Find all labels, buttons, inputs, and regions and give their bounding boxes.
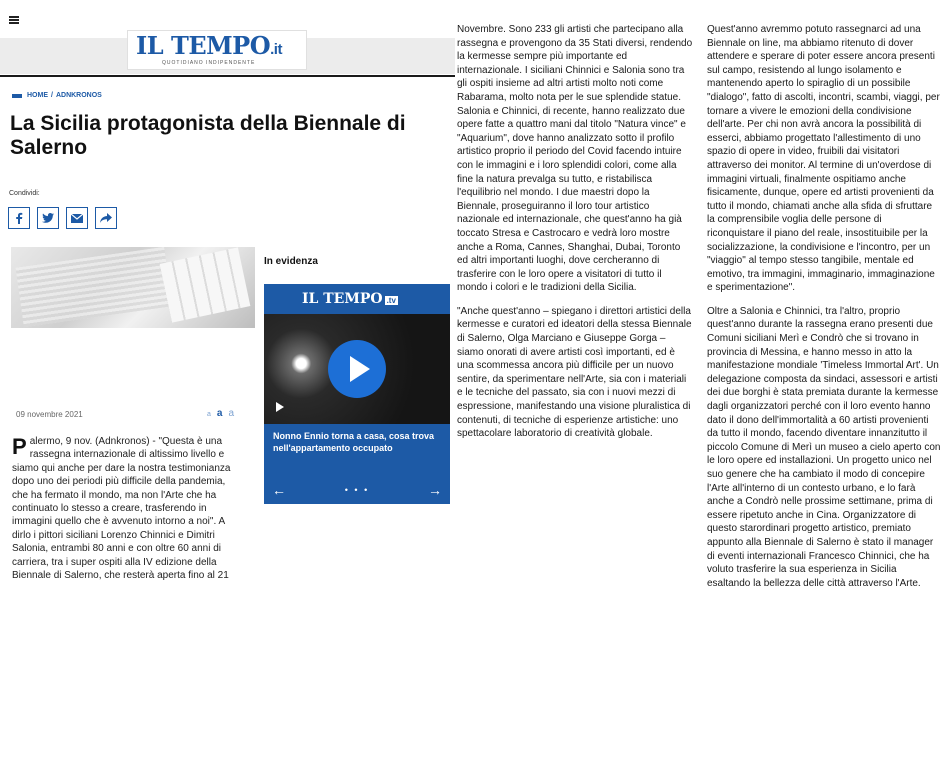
dropcap: P: [12, 434, 27, 459]
evidenza-logo-text: IL TEMPO: [302, 291, 383, 307]
text-size-small[interactable]: a: [207, 411, 211, 418]
breadcrumb-home[interactable]: HOME: [27, 92, 48, 99]
article-date: 09 novembre 2021: [16, 410, 83, 419]
logo-tagline: QUOTIDIANO INDIPENDENTE: [162, 60, 256, 66]
text-size-medium[interactable]: a: [216, 408, 223, 419]
small-play-icon[interactable]: [276, 402, 284, 412]
text-size-controls: [207, 408, 234, 419]
in-evidenza-card[interactable]: [264, 284, 450, 504]
logo-main: IL TEMPO: [136, 31, 271, 60]
logo-suffix: .it: [270, 41, 282, 58]
article-page: [0, 0, 455, 773]
hamburger-icon[interactable]: [9, 16, 19, 24]
breadcrumb: [12, 92, 102, 99]
lead-text: alermo, 9 nov. (Adnkronos) - "Questa è una rassegna internazionale di altissimo livello e siamo qui anche per dare la nostra testimonianza dopo uno dei periodi più difficile della pandemia, che ha fermato il mondo, ma non l'Arte che ha continuato lo stesso a creare, trasferendo in immagini quello che è avvenuto intorno a noi". A dirlo i pittori siciliani Lorenzo Chinnici e Dimitri Salonia, entrambi 80 anni e con oltre 60 anni di carriera, tra i super ospiti alla IV edizione della Biennale di Salerno, che resterà aperta fino al 21: [12, 436, 231, 582]
header-divider: [0, 75, 455, 77]
iltempo-tv-logo: [302, 291, 398, 307]
facebook-icon[interactable]: [8, 207, 30, 229]
arrow-left-icon[interactable]: ←: [272, 482, 286, 498]
arrow-right-icon[interactable]: →: [428, 482, 442, 498]
mail-icon[interactable]: [66, 207, 88, 229]
article-column-right: [707, 23, 941, 600]
paragraph: Oltre a Salonia e Chinnici, tra l'altro, proprio quest'anno durante la rassegna erano presenti due Comuni siciliani Merì e Condrò che si trovano in provincia di Messina, e hanno messo in atto la manifestazione mondiale 'Timeless Immortal Art'. Un delegazione composta da sindaci, assessori e artisti dei due borghi è stata premiata durante la kermesse dagli organizzatori perché con il loro evento hanno dato il dono dell'immortalità a 60 artisti provenienti da tutto il mondo, facendo diventare innanzitutto il piccolo Comune di Merì un museo a cielo aperto con le loro opere ed installazioni. Un progetto unico nel suo genere che ha cambiato il modo di concepire l'Arte all'interno di un contesto urbano, e lo farà anche a Condrò nelle prossime settimane, prima di essere ripetuto anche in Cina. Organizzatore di questo starordinari progetto artistico, premiato appunto alla Biennale di Salerno è stato il manager di eventi internazionali Francesco Chinnici, che ha voluto trasferire la sua esperienza in Sicilia esaltando la bellezza delle città attraverso l'Arte.: [707, 305, 941, 589]
share-label: Condividi:: [9, 190, 40, 197]
article-column-middle: [457, 23, 693, 451]
evidenza-carousel-nav: [264, 480, 450, 500]
breadcrumb-section[interactable]: ADNKRONOS: [55, 92, 102, 99]
newspaper-illustration: [16, 247, 173, 327]
logo-text: [136, 31, 282, 60]
breadcrumb-mark: [12, 94, 22, 98]
breadcrumb-separator: /: [51, 92, 53, 99]
paragraph: Novembre. Sono 233 gli artisti che partecipano alla rassegna e provengono da 35 Stati diversi, rendendo la kermesse sempre più importante ed internazionale. I siciliani Chinnici e Salonia sono tra gli ospiti insieme ad altri artisti molto noti come Rabarama, molto nota per le sue splendide statue. Salonia e Chinnici, di recente, hanno realizzato due opere fatte a quattro mani dal titolo "Natura vince" e "Aquarium", dove hanno analizzato sotto il profilo artistico proprio il periodo del Covid facendo intuire con le immagini e i loro splendidi colori, come alla fine la natura prevalga su tutto, e ristabilisca l'equilibrio nel mondo. I due maestri dopo la Biennale, proseguiranno il loro tour artistico nazionale ed internazionale, che quest'anno ha già toccato Stresa e Castrocaro e vedrà loro mostre anche a Roma, Cannes, Shanghai, Dubai, Toronto ed altri importanti luoghi, dove cercheranno di trasferire con le loro opere a visitatori di tutto il mondo i colori e le tradizioni della Sicilia.: [457, 24, 693, 294]
paragraph: "Anche quest'anno – spiegano i direttori artistici della kermesse e curatori ed ideatori della stessa Biennale di Salerno, Olga Marciano e Giuseppe Gorga – siamo onorati di avere artisti così importanti, ed è una scommessa ancora più difficile per un nuovo sentire, da sperimentare nell'Arte, sia con i materiali e le tecniche del passato, sia con i nuovi mezzi di espressione, manifestando una visione pluralistica di contenuti, di tecniche di esperienze artistiche: uno spettacolare laboratorio di creatività globale.: [457, 305, 692, 440]
evidenza-logo-suffix: .tv: [386, 296, 396, 305]
evidenza-header: [264, 284, 450, 314]
twitter-icon[interactable]: [37, 207, 59, 229]
page-title: La Sicilia protagonista della Biennale di Salerno: [10, 112, 406, 159]
play-icon[interactable]: [328, 340, 386, 398]
share-buttons: [8, 207, 117, 229]
text-size-large[interactable]: a: [228, 408, 235, 419]
evidenza-headline[interactable]: Nonno Ennio torna a casa, cosa trova nell'appartamento occupato: [273, 431, 435, 453]
site-logo[interactable]: [127, 30, 307, 70]
share-icon[interactable]: [95, 207, 117, 229]
keyboard-illustration: [160, 247, 251, 322]
video-thumbnail[interactable]: [264, 314, 450, 424]
paragraph: Quest'anno avremmo potuto rassegnarci ad una Biennale on line, ma abbiamo ritenuto di dover attendere e sperare di poter essere ancora presenti sul campo, resistendo al lungo isolamento e mantenendo aperto lo spiraglio di un possibile "dialogo", fatto di ascolti, incontri, scambi, viaggi, per tornare a vivere le emozioni della condivisione dell'arte. Per chi non avrà ancora la possibilità di esserci, abbiamo progettato l'allestimento di uno spazio di opere in video, fruibili dai visitatori attraverso dei monitor. Al termine di un'overdose di immagini virtuali, finalmente ospitiamo anche fisicamente, dunque, opere ed artisti provenienti da tutto il mondo, chiamati anche alla sfida di sfruttare la comprensibile voglia delle persone di riconquistare il piano del reale, insostituibile per la socializzazione, la condivisione e l'incontro, per un "viaggio" al tempo stesso tangibile, mentale ed emotivo, tra immagini, immaginario, immaginazione e sperimentazione".: [707, 24, 940, 294]
article-lead: [12, 435, 244, 582]
in-evidenza-heading: In evidenza: [264, 256, 318, 267]
carousel-dots[interactable]: • • •: [344, 485, 370, 495]
article-image: [11, 247, 255, 328]
